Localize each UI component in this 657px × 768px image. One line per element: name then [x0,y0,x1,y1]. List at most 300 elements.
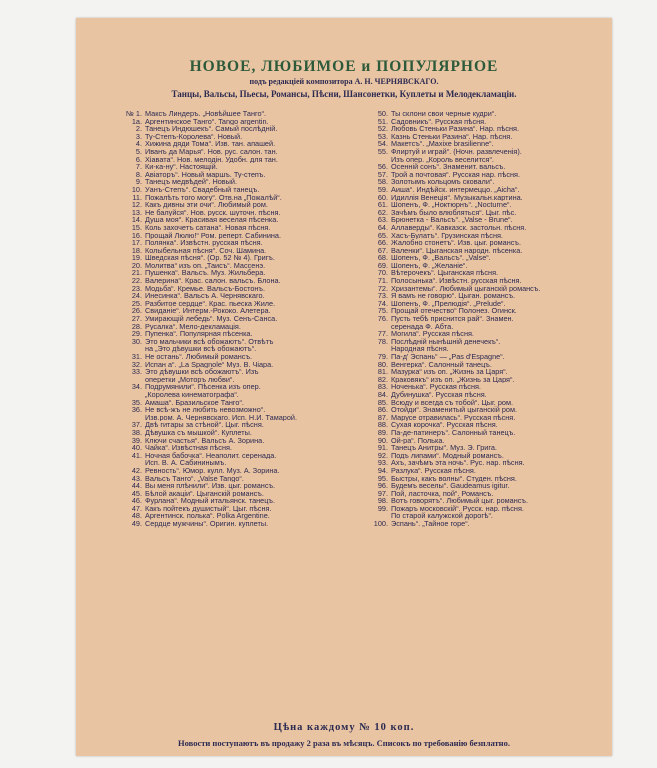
list-item [368,414,600,422]
item-number: 6. [135,155,142,164]
list-item [368,444,600,452]
item-title: Танецъ Анитры“. Муз. Э. Грига. [391,444,497,452]
item-number: 15. [131,223,142,232]
item-title: Танецъ медвѣдей“. Новый. [145,178,237,186]
list-item [122,406,372,414]
item-title: Могила“. Русская пѣсня. [391,330,474,338]
list-item [368,452,600,460]
item-number: 43. [131,474,142,483]
item-title: Аргентинск. полька“. Polka Argentine. [145,512,270,521]
list-item [368,156,600,164]
left-column-list [122,110,372,528]
item-number: 72. [377,284,388,293]
item-title: Аиша“. Индѣйск. интермеццо. „Aicha“. [391,185,520,194]
list-item [122,148,372,156]
list-item [122,156,372,164]
item-title: Какъ дивны эти очи“. Любимый ром. [145,201,268,209]
list-item [122,285,372,293]
list-item [122,459,372,467]
item-number: 34. [131,383,142,391]
list-item [122,269,372,277]
item-number: 50. [377,110,388,118]
item-title: Ночная бабочка“. Неаполит. серенада. [145,451,277,460]
item-title: Эспань“. „Тайное горе“. [391,520,470,528]
item-number: 86. [377,406,388,414]
item-title: Па-де-патинеръ“. Салонный танецъ. [391,428,516,437]
item-title: Чайка“. Извѣстная пѣсня. [145,444,232,452]
item-title: Шопенъ, Ф. „Ноктюрнъ“. „Nocturne“. [391,201,512,209]
item-title: Пой, ласточка, пой“. Романсъ. [391,489,494,498]
item-number: 18. [131,246,142,255]
list-item [368,171,600,179]
list-item [368,163,600,171]
list-item [368,345,600,353]
list-item [122,338,372,346]
list-item [368,140,600,148]
item-number: 41. [131,451,142,460]
item-number: 56. [377,163,388,171]
item-number: 48. [131,512,142,521]
item-number: 61. [377,201,388,209]
item-number: 77. [377,330,388,338]
catalog-subtitle: подъ редакціей композитора А. Н. ЧЕРНЯВСКАГО. [249,77,439,86]
item-title: Шопенъ, Ф. „Желаніе“. [391,261,468,270]
item-number: 97. [377,489,388,498]
item-number: 45. [131,489,142,498]
item-title: Ой-ра“. Полька. [391,436,445,445]
list-item [368,512,600,520]
item-number: 85. [377,398,388,407]
item-title: Душа моя“. Красивая веселая пѣсенка. [145,216,279,224]
item-title: Марусе отравилась“. Русская пѣсня. [391,413,516,422]
list-item [122,300,372,308]
item-title: Какъ пойтекъ душистый“. Цыг. пѣсня. [145,504,272,513]
item-title: Пожаръ московскій“. Русск. нар. пѣсня. [391,504,524,513]
catalog-genres: Танцы, Вальсы, Пьесы, Романсы, Пѣсни, Шансонетки, Куплеты и Мелодекламаціи. [171,89,517,99]
item-title: Пожалѣть того могу“. Отв.на „Пожалѣй“. [145,193,282,202]
list-item [122,345,372,353]
list-item [122,353,372,361]
list-item [368,338,600,346]
item-number: 55. [377,147,388,156]
item-title: серенада Ф. Абта. [391,322,454,331]
item-number: 7. [135,163,142,171]
item-title: Бѣлой акаціи“. Цыганскій романсъ. [145,489,264,498]
list-item [122,421,372,429]
item-title: Быстры, какъ волны“. Студен. пѣсня. [391,474,517,483]
item-number: 75. [377,307,388,316]
list-item [122,178,372,186]
item-number: 27. [131,315,142,323]
list-item [122,171,372,179]
item-title: на „Это дѣвушки всѣ обожаютъ“. [145,345,257,353]
item-title: Ноченька“. Русская пѣсня. [391,383,481,391]
list-item [122,247,372,255]
list-item [368,429,600,437]
item-number: 58. [377,178,388,186]
item-title: Пупенка“. Популярная пѣсенка. [145,330,253,338]
item-title: Отойди“. Знаменитый цыганскій ром. [391,406,517,414]
item-title: Вы меня плѣнили“. Изв. цыг. романсъ. [145,482,276,490]
item-title: Хижина дяди Тома“. Изв. тан. апашей. [145,140,276,148]
item-title: Исп. В. А. Сабининымъ. [145,459,227,467]
item-number: 99. [377,504,388,513]
item-title: Русалка“. Мело-декламація. [145,322,241,331]
item-number: 4. [135,140,142,148]
list-item [368,482,600,490]
list-item [368,376,600,384]
item-title: Это дѣвушки всѣ обожаютъ“. Изъ [145,368,259,376]
item-title: Валерина“. Крас. салон. вальсъ. Блона. [145,277,281,285]
list-item [368,292,600,300]
list-item [122,323,372,331]
item-number: 37. [131,421,142,429]
catalog-sheet [76,18,612,756]
list-item [368,148,600,156]
item-number: 9. [135,178,142,186]
list-item [368,254,600,262]
item-title: Не всѣ-жъ не любить невозможно“. [145,406,266,414]
list-item [368,269,600,277]
item-title: Шведская пѣсня“. (Ор. 52 № 4). Григъ. [145,254,275,262]
list-item [368,125,600,133]
item-number: 83. [377,383,388,391]
list-item [368,300,600,308]
list-item [122,307,372,315]
item-number: 63. [377,216,388,224]
item-title: Подрумянили“. Пѣсенка изъ опер. [145,383,261,391]
item-title: Хризантемы“. Любимый цыганскій романсъ. [391,284,541,293]
list-item [122,490,372,498]
item-number: 93. [377,459,388,467]
item-title: Свиданіе“. Интерм.-Рококо. Алетера. [145,307,271,316]
item-number: 67. [377,246,388,255]
item-number: 20. [131,261,142,270]
item-title: Идиллія Венеція“. Музыкальн.картина. [391,193,523,202]
list-item [122,232,372,240]
list-item [122,118,372,126]
item-title: Уанъ-Степъ“. Свадебный танецъ. [145,185,260,194]
list-item [122,429,372,437]
item-title: Пусть тебѣ приснится рай“. Знамен. [391,315,514,323]
item-number: 68. [377,254,388,262]
item-title: Народная пѣсня. [391,345,449,353]
list-item [368,323,600,331]
item-number: 30. [131,337,142,346]
list-item [368,505,600,513]
item-title: Изв.ром. А. Чернявскаго. Исп. Н.И. Тамарой. [145,413,298,422]
item-number: 73. [377,292,388,300]
list-item [368,307,600,315]
list-item [368,194,600,202]
list-item [122,467,372,475]
item-number: 22. [131,277,142,285]
item-number: 64. [377,223,388,232]
item-number: 65. [377,231,388,240]
item-number: 28. [131,322,142,331]
item-number: 38. [131,428,142,437]
list-item [122,216,372,224]
item-title: Не балуйся“. Нов. русск. шуточн. пѣсня. [145,208,281,217]
item-number: 69. [377,261,388,270]
list-item [368,406,600,414]
item-title: Осенній сонъ“. Знаменит. вальсъ. [391,163,506,171]
item-number: 8. [135,170,142,179]
item-number: 39. [131,436,142,445]
catalog-title: НОВОЕ, ЛЮБИМОЕ и ПОПУЛЯРНОЕ [189,58,499,75]
list-item [368,133,600,141]
item-number: 90. [377,436,388,445]
list-item [122,277,372,285]
item-title: Жалобно стонетъ“. Изв. цыг. романсъ. [391,239,521,247]
list-item [368,262,600,270]
item-title: Венгерка“. Салонный танецъ. [391,360,492,369]
list-item [122,391,372,399]
item-title: Полянка“. Извѣстн. русская пѣсня. [145,239,263,247]
list-item [122,239,372,247]
list-item [368,421,600,429]
item-title: По старой калужской дорогѣ“. [391,512,493,521]
item-title: Ты склони свои черные кудри“. [391,110,497,118]
item-title: Шопенъ, Ф. „Прелюдія“. „Prelude“. [391,299,506,308]
item-title: Это мальчики всѣ обожаютъ“. Отвѣтъ [145,337,274,346]
item-number: 92. [377,451,388,460]
item-title: Хіавата“. Нов. мелодін. Удобн. для тан. [145,155,278,164]
list-item [368,399,600,407]
list-item [368,239,600,247]
list-item [122,383,372,391]
release-note: Новости поступаютъ въ продажу 2 раза въ мѣсяцъ. Списокъ по требованію безплатно. [178,738,510,748]
item-number: 12. [131,201,142,209]
item-number: 25. [131,299,142,308]
item-title: Коль захочетъ сатана“. Новая пѣсня. [145,223,271,232]
item-title: Максъ Линдеръ. „Новѣйшее Танго“. [145,110,267,118]
list-item [368,467,600,475]
list-item [122,186,372,194]
item-title: Модьба“. Кремье. Вальсъ-Бостонъ. [145,284,266,293]
item-title: Не остань“. Любимый романсъ. [145,353,253,361]
item-number: 94. [377,466,388,475]
item-number: 26. [131,307,142,316]
list-item [368,391,600,399]
item-number: 82. [377,375,388,384]
item-title: Двѣ гитары за стѣной“. Цыг. пѣсня. [145,421,264,429]
list-item [368,353,600,361]
item-number: 35. [131,398,142,407]
item-title: Прощай Люлю!“ Ром. реперт. Сабинина. [145,231,282,240]
list-item [122,194,372,202]
right-column-list [368,110,600,528]
item-title: Садовникъ“. Русская пѣсня. [391,117,487,126]
list-item [368,285,600,293]
item-title: Сухая корочка“. Русская пѣсня. [391,421,498,429]
item-number: 23. [131,284,142,293]
list-item [368,209,600,217]
item-number: 47. [131,504,142,513]
item-title: Ключи счастья“. Вальсъ А. Зорина. [145,436,265,445]
item-title: Краковякъ“ изъ оп. „Жизнь за Царя“. [391,375,515,384]
item-title: Флиртуй и играй“. (Ночн. развлеченія). [391,147,522,156]
list-item [122,399,372,407]
item-title: Умирающій лебедь“. Муз. Сенъ-Санса. [145,315,278,323]
item-number: 31. [131,353,142,361]
item-title: Любовь Стеньки Разина“. Нар. пѣсня. [391,125,520,133]
item-title: Вотъ говорятъ“. Любимый цыг. романсъ. [391,497,529,505]
item-title: Испан а“. „La Spagnole“ Муз. В. Чіара. [145,360,274,369]
list-item [122,292,372,300]
list-item [122,140,372,148]
list-item [122,163,372,171]
item-number: 81. [377,368,388,376]
item-title: Ревность“. Юмор. кулл. Муз. А. Зорина. [145,466,280,475]
item-number: 70. [377,269,388,278]
item-title: Амаша“. Бразильское Танго“. [145,398,244,407]
item-number: 13. [131,208,142,217]
list-item [122,254,372,262]
item-title: Авіаторъ“. Новый маршъ. Ту-степъ. [145,170,266,179]
list-item [122,262,372,270]
list-item [368,277,600,285]
item-number: 88. [377,421,388,429]
list-item [122,110,372,118]
item-number: 71. [377,277,388,285]
list-item [122,497,372,505]
item-number: 66. [377,239,388,247]
item-number: 1а. [131,117,142,126]
item-number: 57. [377,170,388,179]
item-title: Хасъ-Булатъ“. Грузинская пѣсня. [391,231,503,240]
item-number: 36. [131,406,142,414]
list-item [122,444,372,452]
item-title: Молитва“ изъ оп. „Таисъ“. Массенэ. [145,261,266,270]
item-number: 53. [377,132,388,141]
item-number: 95. [377,474,388,483]
item-title: Вѣтерочекъ“. Цыганская пѣсня. [391,269,499,278]
item-title: Подъ липами“. Модный романсъ. [391,451,504,460]
list-item [122,133,372,141]
item-title: Па-д' Эспань“ — „Pas d'Espagne“. [391,353,505,361]
list-item [368,368,600,376]
list-item [368,315,600,323]
item-title: Валенки“. Цыганская народн. пѣсенка. [391,246,523,255]
list-item [122,452,372,460]
list-item [122,512,372,520]
list-item [122,209,372,217]
list-item [122,482,372,490]
item-title: Послѣдній нынѣшній денечекъ“. [391,337,501,346]
list-item [368,520,600,528]
item-title: Ахъ, зачѣмъ эта ночь“. Рус. нар. пѣсня. [391,459,525,467]
item-title: Дубинушка“. Русская пѣсня. [391,390,487,399]
item-title: Прощай отечество“ Полонез. Огинск. [391,307,517,316]
item-title: Казнь Стеньки Разина“. Нар. пѣсня. [391,132,513,141]
list-item [122,361,372,369]
item-title: Шопенъ, Ф. „Вальсъ“. „Valse“. [391,254,491,262]
list-item [368,186,600,194]
item-number: 100. [373,520,388,528]
list-item [122,201,372,209]
item-number: 42. [131,466,142,475]
item-number: 52. [377,125,388,133]
item-title: Вальсъ Танго“. „Valse Tango“. [145,474,244,483]
item-number: 59. [377,185,388,194]
list-item [368,110,600,118]
list-item [368,247,600,255]
item-number: 78. [377,337,388,346]
item-title: Золотымъ кольцомъ сковали“. [391,178,495,186]
item-number: 24. [131,292,142,300]
list-item [122,437,372,445]
item-title: Изъ опер. „Король веселится“. [391,155,494,164]
list-item [122,376,372,384]
item-title: Разбитое сердце“. Крас. пьеска Жиле. [145,299,276,308]
item-title: Пушенка“. Вальсъ. Муз. Жильбера. [145,269,266,278]
item-number: 17. [131,239,142,247]
item-number: 79. [377,353,388,361]
item-number: № 1. [126,110,142,118]
item-title: „Королева кинематографа“. [145,390,239,399]
item-title: Я вамъ не говорю“. Цыган. романсъ. [391,292,516,300]
item-number: 3. [135,132,142,141]
item-number: 87. [377,413,388,422]
list-item [368,459,600,467]
item-number: 49. [131,520,142,528]
item-title: Иванъ да Марья“. Нов. рус. салон. тан. [145,147,278,156]
item-title: Зачѣмъ было влюбляться“. Цыг. пѣс. [391,208,517,217]
list-item [368,361,600,369]
item-title: Сердце мужчины“. Оригин. куплеты. [145,520,269,528]
item-number: 54. [377,140,388,148]
item-title: Разлука“. Русская пѣсня. [391,466,476,475]
item-number: 44. [131,482,142,490]
item-number: 98. [377,497,388,505]
list-item [368,437,600,445]
item-number: 51. [377,117,388,126]
item-number: 96. [377,482,388,490]
item-title: Танецъ Индюшекъ“. Самый послѣдній. [145,125,278,133]
item-number: 33. [131,368,142,376]
list-item [368,216,600,224]
list-item [368,383,600,391]
list-item [368,178,600,186]
item-number: 29. [131,330,142,338]
item-title: Инесинка“. Вальсъ А. Чернявскаго. [145,292,265,300]
item-number: 46. [131,497,142,505]
item-title: Фурлана“. Модный итальянск. танецъ. [145,497,276,505]
item-title: Ту-Степъ-Королева“. Новый. [145,132,243,141]
list-item [368,118,600,126]
item-title: оперетки „Моторъ любви“. [145,375,235,384]
item-title: Ки-ка-ну“. Настоящій. [145,163,218,171]
item-title: Брюнетка - Вальсъ“. „Valse - Brune“. [391,216,513,224]
list-item [122,414,372,422]
item-title: Макетсъ“. „Maxixe brasilienne“. [391,140,494,148]
item-number: 2. [135,125,142,133]
item-number: 10. [131,185,142,194]
item-number: 14. [131,216,142,224]
list-item [122,520,372,528]
item-title: Мазурка“ изъ оп. „Жизнь за Царя“. [391,368,508,376]
item-title: Полосынька“. Извѣстн. русская пѣсня. [391,277,522,285]
list-item [368,201,600,209]
list-item [368,232,600,240]
item-number: 11. [132,193,142,202]
item-number: 80. [377,360,388,369]
list-item [368,497,600,505]
list-item [122,125,372,133]
item-number: 16. [131,231,142,240]
item-number: 32. [131,360,142,369]
